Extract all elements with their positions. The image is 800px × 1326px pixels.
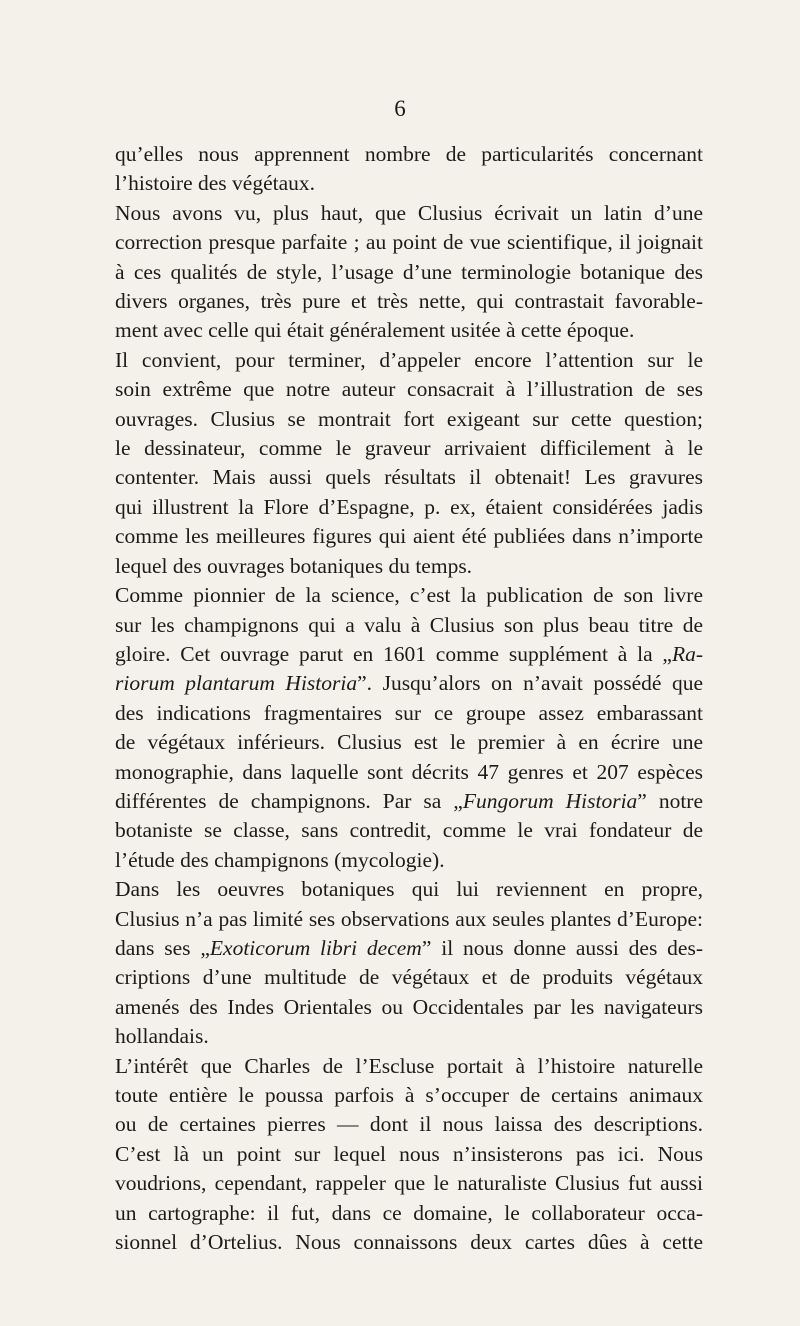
body-text [115, 140, 703, 1257]
text-line [115, 169, 703, 198]
text-line [115, 875, 703, 904]
text-segment: le dessinateur, comme le graveur arrivaient difficilement à le [115, 436, 703, 461]
text-segment: voudrions, cependant, rappeler que le naturaliste Clusius fut aussi [115, 1171, 703, 1196]
text-segment: criptions d’une multitude de végétaux et de produits végétaux [115, 965, 703, 990]
text-segment: soin extrême que notre auteur consacrait à l’illustration de ses [115, 377, 703, 402]
text-line [115, 581, 703, 610]
text-line [115, 258, 703, 287]
text-segment: Dans les oeuvres botaniques qui lui reviennent en propre, [115, 877, 703, 902]
text-segment: de végétaux inférieurs. Clusius est le premier à en écrire une [115, 730, 703, 755]
text-segment: hollandais. [115, 1024, 209, 1049]
text-segment: à ces qualités de style, l’usage d’une terminologie botanique des [115, 259, 703, 284]
text-line [115, 905, 703, 934]
italic-title: Ra- [671, 641, 703, 666]
text-segment: divers organes, très pure et très nette, qui contrastait favorable- [115, 289, 703, 314]
text-segment: différentes de champignons. Par sa „ [115, 788, 463, 813]
text-segment: qu’elles nous apprennent nombre de particularités concernant [115, 142, 703, 166]
text-line [115, 434, 703, 463]
text-segment: ” il nous donne aussi des des- [421, 935, 703, 960]
text-line [115, 787, 703, 816]
text-line [115, 669, 703, 698]
text-line [115, 1199, 703, 1228]
text-line [115, 316, 703, 345]
text-line [115, 522, 703, 551]
text-segment: Nous avons vu, plus haut, que Clusius écrivait un latin d’une [115, 200, 703, 225]
text-line [115, 1022, 703, 1051]
text-segment: qui illustrent la Flore d’Espagne, p. ex, étaient considérées jadis [115, 494, 703, 519]
text-segment: des indications fragmentaires sur ce groupe assez embarassant [115, 700, 703, 725]
text-segment: ment avec celle qui était généralement usitée à cette époque. [115, 318, 635, 343]
text-line [115, 346, 703, 375]
text-line [115, 640, 703, 669]
text-line [115, 1081, 703, 1110]
text-line [115, 963, 703, 992]
text-line [115, 228, 703, 257]
text-line [115, 758, 703, 787]
text-line [115, 1228, 703, 1257]
text-segment: ouvrages. Clusius se montrait fort exigeant sur cette question; [115, 406, 703, 431]
text-line [115, 140, 703, 169]
page-number: 6 [394, 96, 406, 121]
text-segment: ” notre [637, 788, 703, 813]
text-segment: ou de certaines pierres — dont il nous laissa des descriptions. [115, 1112, 703, 1137]
text-line [115, 611, 703, 640]
italic-title: riorum plantarum Historia [115, 671, 358, 696]
text-line [115, 405, 703, 434]
text-line [115, 493, 703, 522]
text-line [115, 846, 703, 875]
text-line [115, 552, 703, 581]
text-line [115, 199, 703, 228]
italic-title: Fungorum Historia [462, 788, 638, 813]
text-segment: ”. Jusqu’alors on n’avait possédé que [357, 671, 703, 696]
text-segment: Comme pionnier de la science, c’est la publication de son livre [115, 583, 703, 608]
text-line [115, 1140, 703, 1169]
text-segment: l’étude des champignons (mycologie). [115, 847, 445, 872]
italic-title: Exoticorum libri decem [209, 935, 422, 960]
text-line [115, 1052, 703, 1081]
text-segment: L’intérêt que Charles de l’Escluse portait à l’histoire naturelle [115, 1053, 703, 1078]
text-segment: Il convient, pour terminer, d’appeler encore l’attention sur le [115, 347, 703, 372]
text-line [115, 1169, 703, 1198]
text-segment: lequel des ouvrages botaniques du temps. [115, 553, 473, 578]
text-segment: dans ses „ [115, 935, 210, 960]
text-line [115, 728, 703, 757]
text-segment: C’est là un point sur lequel nous n’insisterons pas ici. Nous [115, 1141, 703, 1166]
text-segment: botaniste se classe, sans contredit, comme le vrai fondateur de [115, 818, 703, 843]
text-line [115, 934, 703, 963]
text-segment: comme les meilleures figures qui aient été publiées dans n’importe [115, 524, 703, 549]
text-segment: contenter. Mais aussi quels résultats il obtenait! Les gravures [115, 465, 703, 490]
text-line [115, 375, 703, 404]
text-segment: correction presque parfaite ; au point de vue scientifique, il joignait [115, 230, 703, 255]
text-segment: monographie, dans laquelle sont décrits 47 genres et 207 espèces [115, 759, 703, 784]
text-segment: un cartographe: il fut, dans ce domaine, le collaborateur occa- [115, 1200, 703, 1225]
text-segment: sionnel d’Ortelius. Nous connaissons deux cartes dûes à cette [115, 1230, 703, 1255]
text-line [115, 287, 703, 316]
text-line [115, 699, 703, 728]
text-line [115, 816, 703, 845]
text-line [115, 1110, 703, 1139]
text-line [115, 993, 703, 1022]
text-segment: gloire. Cet ouvrage parut en 1601 comme supplément à la „ [115, 641, 672, 666]
text-segment: toute entière le poussa parfois à s’occuper de certains animaux [115, 1083, 703, 1107]
text-segment: l’histoire des végétaux. [115, 171, 316, 196]
text-segment: amenés des Indes Orientales ou Occidentales par les navigateurs [115, 994, 703, 1019]
text-segment: sur les champignons qui a valu à Clusius son plus beau titre de [115, 612, 703, 637]
text-segment: Clusius n’a pas limité ses observations aux seules plantes d’Europe: [115, 906, 703, 931]
text-line [115, 463, 703, 492]
